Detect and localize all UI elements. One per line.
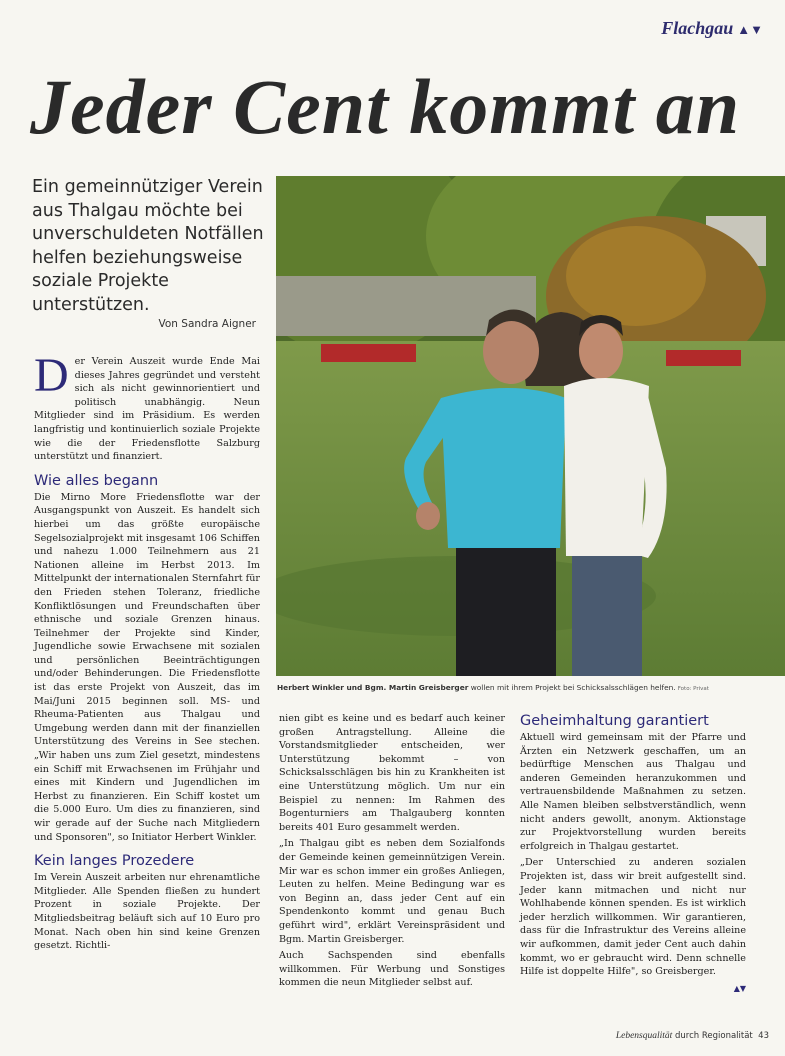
paragraph-4: Auch Sachspenden sind ebenfalls willkommen. Für Werbung und Sonstiges kommen die neun Mitglieder selbst auf. [279, 950, 505, 989]
photo-illustration [276, 176, 785, 676]
article-column-1 [34, 349, 260, 956]
intro-teaser: Ein gemeinnütziger Verein aus Thalgau möchte bei unverschuldeten Notfällen helfen beziehungsweise soziale Projekte unterstützen. [32, 177, 264, 315]
page-footer [616, 1031, 769, 1041]
paragraph-2a: Im Verein Auszeit arbeiten nur ehrenamtliche Mitglieder. Alle Spenden fließen zu hundert Prozent in soziale Projekte. Der Mitgliedsbeitrag beläuft sich auf 10 Euro pro Monat. Nach oben hin sind keine Grenzen gesetzt. Richtli- [34, 872, 260, 952]
caption-names: Herbert Winkler und Bgm. Martin Greisberger [277, 683, 469, 692]
footer-tagline: durch Regionalität [675, 1031, 753, 1041]
paragraph-3: „In Thalgau gibt es neben dem Sozialfonds der Gemeinde keinen gemeinnützigen Verein. Mir war es schon immer ein großes Anliegen, Leuten zu helfen. Meine Bedingung war es von Beginn an, dass jeder Cent auf ein Spendenkonto kommt und genau Buch geführt wird", erklärt Vereinspräsident und Bgm. Martin Greisberger. [279, 838, 505, 945]
subheading-kein-langes-prozedere: Kein langes Prozedere [34, 853, 195, 870]
paragraph-1: Die Mirno More Friedensflotte war der Ausgangspunkt von Auszeit. Es handelt sich hierbei um das größte europäische Segelsozialprojekt mit insgesamt 106 Schiffen und nahezu 1.000 Teilnehmern aus 21 Nationen alleine im Herbst 2013. Im Mittelpunkt der internationalen Sternfahrt für den Frieden stehen Toleranz, friedliche Konfliktlösungen und Freundschaften über ethnische und soziale Grenzen hinaus. Teilnehmer der Projekte sind Kinder, Jugendliche sowie Erwachsene mit sozialen und persönlichen Beeinträchtigungen und/oder Behinderungen. Die Friedensflotte ist das erste Projekt von Auszeit, das im Mai/Juni 2015 beginnen soll. MS- und Rheuma-Patienten aus Thalgau und Umgebung werden dann mit der finanziellen Unterstützung des Vereins in See stechen. „Wir haben uns zum Ziel gesetzt, mindestens ein Schiff mit Erwachsenen im Frühjahr und eines mit Kindern und Jugendlichen im Herbst zu finanzieren. Ein Schiff kostet um die 5.000 Euro. Um dies zu finanzieren, sind wir gerade auf der Suche nach Mitgliedern und Sponsoren", so Initiator Herbert Winkler. [34, 491, 260, 843]
lead-paragraph [34, 349, 260, 464]
article-column-3 [520, 712, 746, 995]
page-number: 43 [758, 1031, 769, 1041]
article-photo [276, 176, 785, 676]
paragraph-6: „Der Unterschied zu anderen sozialen Projekten ist, dass wir breit aufgestellt sind. Jeder kann mitmachen und nicht nur Wohlhabende können spenden. Es ist wirklich jeder herzlich willkommen. Wir garantieren, dass für die Infrastruktur des Vereins alleine wir aufkommen, damit jeder Cent auch dahin kommt, wo er gebraucht wird. Denn schnelle Hilfe ist doppelte Hilfe", so Greisberger. [520, 857, 746, 978]
end-marker-icon: ▲▼ [733, 983, 746, 993]
article-column-2 [279, 712, 505, 993]
section-marker-icon: ▲▼ [737, 22, 763, 37]
caption-text: wollen mit ihrem Projekt bei Schicksalsschlägen helfen. [468, 683, 676, 692]
lead-text: er Verein Auszeit wurde Ende Mai dieses Jahres gegründet und versteht sich als nicht gewinnorientiert und politisch unabhängig. Neun Mitglieder sind im Präsidium. Es werden langfristig und kontinuierlich soziale Projekte wie die der Friedensflotte Salzburg unterstützt und finanziert. [34, 356, 260, 463]
photo-caption [277, 683, 777, 692]
section-label: Flachgau [661, 18, 734, 38]
subheading-wie-alles-begann: Wie alles begann [34, 472, 159, 489]
photo-credit: Foto: Privat [677, 686, 709, 692]
headline: Jeder Cent kommt an [30, 63, 741, 150]
byline: Von Sandra Aigner [158, 318, 256, 330]
subheading-geheimhaltung-garantiert: Geheimhaltung garantiert [520, 713, 709, 729]
paragraph-5: Aktuell wird gemeinsam mit der Pfarre und Ärzten ein Netzwerk geschaffen, um an bedürftige Menschen aus Thalgau und anderen Gemeinden heranzukommen und vertrauensbildende Maßnahmen zu setzen. Alle Namen bleiben selbstverständlich, wenn nicht anders gewollt, anonym. Aktionstage zur Projektvorstellung wurden bereits erfolgreich in Thalgau gestartet. [520, 732, 746, 852]
section-tag [661, 18, 763, 39]
dropcap: D [34, 349, 69, 402]
paragraph-2b: nien gibt es keine und es bedarf auch keiner großen Antragstellung. Alleine die Vorstandsmitglieder entscheiden, wer Unterstützung bekommt – von Schicksalsschlägen bis hin zu Krankheiten ist eine Unterstützung möglich. Um nur ein Beispiel zu nennen: Im Rahmen des Bogenturniers am Thalgauberg konnten bereits 401 Euro gesammelt werden. [279, 713, 505, 833]
footer-brand: Lebensqualität [615, 1031, 673, 1041]
